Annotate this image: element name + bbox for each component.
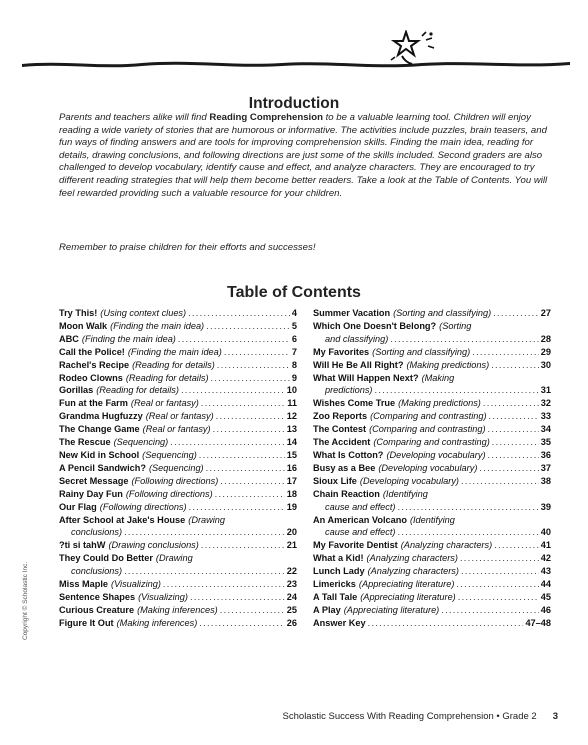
toc-entry-skill: (Following directions) — [131, 475, 219, 486]
toc-entry — [313, 539, 551, 552]
toc-entry — [59, 436, 297, 449]
toc-entry — [313, 552, 551, 565]
toc-entry-page: 46 — [540, 604, 551, 615]
toc-entry-page: 40 — [540, 527, 551, 538]
toc-entry — [59, 475, 297, 488]
toc-entry-page: 47–48 — [525, 617, 551, 628]
toc-entry — [313, 617, 551, 630]
toc-entry-skill: (Reading for details) — [132, 359, 215, 370]
toc-entry-page: 10 — [286, 385, 297, 396]
toc-entry-skill: (Following directions) — [125, 488, 213, 499]
toc-entry-page: 35 — [540, 437, 551, 448]
toc-entry-title: Miss Maple — [59, 579, 109, 590]
toc-entry-continuation — [59, 565, 297, 578]
toc-entry — [313, 320, 551, 346]
dot-leader — [199, 617, 284, 630]
toc-entry-title: ABC — [59, 333, 79, 344]
toc-entry-line — [313, 617, 551, 630]
toc-entry-title: New Kid in School — [59, 449, 140, 460]
toc-entry-skill-continued: cause and effect) — [325, 501, 396, 512]
toc-entry-page: 11 — [287, 398, 297, 409]
toc-entry — [59, 397, 297, 410]
introduction-heading: Introduction — [248, 95, 340, 112]
toc-entry-title: The Rescue — [59, 437, 111, 448]
toc-entry-skill: (Appreciating literature) — [358, 579, 455, 590]
toc-entry-page: 15 — [286, 449, 297, 460]
toc-entry-title: Moon Walk — [59, 320, 108, 331]
toc-entry — [59, 591, 297, 604]
toc-entry — [313, 462, 551, 475]
toc-entry-skill: (Drawing — [188, 514, 226, 525]
toc-entry-continuation — [313, 501, 551, 514]
toc-entry — [59, 539, 297, 552]
toc-entry-title: Our Flag — [59, 501, 97, 512]
dot-leader — [368, 617, 524, 630]
toc-entry-skill: (Appreciating literature) — [343, 604, 440, 615]
toc-entry-title: Secret Message — [59, 475, 129, 486]
dot-leader — [461, 565, 539, 578]
toc-entry — [59, 462, 297, 475]
toc-entry-line — [59, 552, 297, 565]
copyright-notice: Copyright © Scholastic Inc. — [22, 561, 29, 640]
toc-entry-line — [59, 307, 297, 320]
toc-entry-title: Chain Reaction — [313, 488, 380, 499]
toc-entry-line — [59, 514, 297, 527]
toc-entry-page: 36 — [540, 449, 551, 460]
dot-leader — [199, 449, 285, 462]
book-title: Reading Comprehension — [209, 112, 323, 123]
toc-entry — [313, 578, 551, 591]
toc-entry-page: 33 — [540, 411, 551, 422]
toc-entry-page: 32 — [540, 398, 551, 409]
toc-entry-page: 37 — [540, 462, 551, 473]
toc-entry-page: 34 — [540, 424, 551, 435]
dot-leader — [181, 384, 285, 397]
dot-leader — [494, 539, 539, 552]
toc-entry-skill: (Sequencing) — [148, 462, 204, 473]
toc-entry — [59, 552, 297, 578]
toc-entry — [313, 307, 551, 320]
toc-entry-line — [313, 514, 551, 527]
toc-entry-page: 39 — [540, 501, 551, 512]
toc-entry — [313, 449, 551, 462]
toc-entry-title: Sentence Shapes — [59, 591, 136, 602]
toc-entry-line — [313, 565, 551, 578]
toc-entry-title: Rodeo Clowns — [59, 372, 123, 383]
toc-left-column — [59, 307, 297, 630]
dot-leader — [201, 539, 285, 552]
toc-entry-title: Lunch Lady — [313, 566, 365, 577]
reminder-text: Remember to praise children for their efforts and successes! — [59, 242, 316, 253]
toc-entry-skill: (Real or fantasy) — [130, 398, 199, 409]
toc-entry-line — [313, 578, 551, 591]
footer-book-title: Scholastic Success With Reading Comprehension • Grade 2 — [282, 711, 537, 722]
toc-entry-title: After School at Jake's House — [59, 514, 186, 525]
toc-entry-line — [59, 346, 297, 359]
toc-entry-line — [59, 372, 297, 385]
toc-entry-line — [313, 359, 551, 372]
toc-entry-page: 9 — [291, 372, 297, 383]
dot-leader — [472, 346, 539, 359]
toc-entry — [313, 397, 551, 410]
toc-entry — [59, 449, 297, 462]
toc-entry — [313, 565, 551, 578]
toc-entry-line — [313, 372, 551, 385]
toc-entry-title: Busy as a Bee — [313, 462, 376, 473]
toc-entry-line — [313, 423, 551, 436]
toc-entry — [313, 359, 551, 372]
toc-entry-page: 7 — [291, 346, 297, 357]
dot-leader — [170, 436, 285, 449]
toc-entry-line — [313, 346, 551, 359]
toc-entry-title: The Contest — [313, 424, 367, 435]
toc-entry-title: Rainy Day Fun — [59, 488, 123, 499]
dot-leader — [479, 462, 538, 475]
toc-entry-title: Summer Vacation — [313, 308, 391, 318]
toc-entry-page: 14 — [286, 437, 297, 448]
toc-entry-page: 43 — [540, 566, 551, 577]
dot-leader — [458, 591, 539, 604]
dot-leader — [375, 384, 539, 397]
toc-entry-continuation — [59, 526, 297, 539]
toc-entry-line — [59, 423, 297, 436]
toc-entry-page: 30 — [540, 359, 551, 370]
dot-leader — [178, 333, 290, 346]
toc-entry-line — [313, 475, 551, 488]
toc-entry — [59, 372, 297, 385]
toc-entry-page: 23 — [286, 579, 297, 590]
toc-entry-line — [313, 604, 551, 617]
toc-entry — [59, 384, 297, 397]
toc-entry-skill: (Drawing — [155, 553, 193, 564]
toc-entry-line — [313, 591, 551, 604]
table-of-contents-heading: Table of Contents — [227, 284, 361, 301]
toc-entry-continuation — [313, 384, 551, 397]
toc-entry-title: Sioux Life — [313, 475, 357, 486]
toc-right-column — [313, 307, 551, 630]
toc-entry — [313, 423, 551, 436]
dot-leader — [397, 526, 538, 539]
toc-entry-title: They Could Do Better — [59, 553, 153, 564]
toc-entry-title: What Is Cotton? — [313, 449, 384, 460]
toc-entry-skill: (Drawing conclusions) — [108, 540, 199, 551]
toc-entry-title: ?ti si tahW — [59, 540, 106, 551]
toc-entry-line — [59, 320, 297, 333]
toc-entry — [313, 488, 551, 514]
toc-entry-skill: (Reading for details) — [125, 372, 209, 383]
toc-entry — [313, 591, 551, 604]
toc-entry-line — [59, 488, 297, 501]
toc-entry-skill: (Developing vocabulary) — [386, 449, 486, 460]
toc-entry — [59, 501, 297, 514]
toc-entry — [313, 514, 551, 540]
decorative-wavy-line — [22, 54, 570, 72]
dot-leader — [483, 397, 539, 410]
dot-leader — [489, 410, 539, 423]
shooting-star-icon — [388, 30, 438, 66]
toc-entry-skill-continued: predictions) — [325, 385, 373, 396]
introduction-paragraph — [59, 112, 551, 200]
toc-entry-skill: (Making — [421, 372, 455, 383]
toc-entry-page: 25 — [286, 604, 297, 615]
toc-entry — [59, 604, 297, 617]
toc-entry-page: 45 — [540, 591, 551, 602]
dot-leader — [492, 436, 539, 449]
toc-entry-skill: (Appreciating literature) — [360, 591, 456, 602]
toc-entry-page: 12 — [286, 411, 297, 422]
toc-entry-line — [59, 359, 297, 372]
toc-entry-line — [313, 488, 551, 501]
intro-text-start: Parents and teachers alike will find — [59, 112, 210, 123]
toc-entry-page: 26 — [286, 617, 297, 628]
dot-leader — [220, 604, 285, 617]
toc-entry-page: 38 — [540, 475, 551, 486]
dot-leader — [124, 526, 285, 539]
toc-entry-page: 20 — [286, 527, 297, 538]
toc-entry-page: 41 — [540, 540, 551, 551]
toc-entry-line — [59, 410, 297, 423]
dot-leader — [189, 501, 285, 514]
toc-entry-line — [59, 475, 297, 488]
toc-entry-title: Gorillas — [59, 385, 94, 396]
toc-entry-title: A Pencil Sandwich? — [59, 462, 146, 473]
dot-leader — [488, 449, 539, 462]
toc-entry-skill: (Real or fantasy) — [145, 411, 214, 422]
toc-entry-skill: (Finding the main idea) — [81, 333, 176, 344]
dot-leader — [224, 346, 290, 359]
toc-entry-line — [313, 436, 551, 449]
toc-entry-skill: (Identifying — [409, 514, 455, 525]
toc-entry-title: Zoo Reports — [313, 411, 368, 422]
toc-entry — [59, 488, 297, 501]
toc-entry-title: Rachel's Recipe — [59, 359, 130, 370]
dot-leader — [211, 372, 290, 385]
toc-entry-page: 28 — [540, 333, 551, 344]
dot-leader — [390, 333, 538, 346]
toc-entry-title: Call the Police! — [59, 346, 125, 357]
toc-entry-line — [59, 578, 297, 591]
toc-entry — [59, 359, 297, 372]
toc-entry-line — [59, 397, 297, 410]
toc-entry-line — [59, 384, 297, 397]
toc-entry-skill: (Comparing and contrasting) — [369, 424, 486, 435]
toc-entry-continuation — [313, 526, 551, 539]
toc-entry-page: 19 — [286, 501, 297, 512]
dot-leader — [456, 578, 538, 591]
toc-entry-skill: (Making inferences) — [116, 617, 198, 628]
toc-entry-skill-continued: and classifying) — [325, 333, 389, 344]
dot-leader — [124, 565, 285, 578]
toc-entry-page: 27 — [540, 308, 551, 318]
toc-entry — [59, 514, 297, 540]
toc-entry-title: The Change Game — [59, 424, 140, 435]
toc-entry-page: 31 — [540, 385, 551, 396]
toc-entry-line — [59, 436, 297, 449]
toc-entry-skill: (Finding the main idea) — [110, 320, 205, 331]
toc-entry-line — [59, 501, 297, 514]
page-footer — [283, 711, 558, 722]
toc-entry-title: What a Kid! — [313, 553, 364, 564]
toc-entry-skill: (Visualizing) — [111, 579, 161, 590]
toc-entry-line — [59, 333, 297, 346]
toc-entry-skill-continued: conclusions) — [71, 566, 123, 577]
toc-entry-title: A Play — [313, 604, 341, 615]
dot-leader — [461, 475, 539, 488]
dot-leader — [213, 423, 285, 436]
toc-entry-skill: (Developing vocabulary) — [378, 462, 478, 473]
toc-entry-skill: (Following directions) — [99, 501, 187, 512]
toc-entry — [59, 423, 297, 436]
toc-entry-title: The Accident — [313, 437, 371, 448]
toc-entry-line — [313, 410, 551, 423]
toc-entry-title: My Favorites — [313, 346, 370, 357]
toc-entry-page: 22 — [286, 566, 297, 577]
dot-leader — [201, 397, 285, 410]
dot-leader — [491, 359, 539, 372]
toc-entry-skill: (Sorting and classifying) — [372, 346, 471, 357]
dot-leader — [215, 488, 285, 501]
toc-entry-page: 18 — [286, 488, 297, 499]
toc-entry-skill: (Making inferences) — [137, 604, 218, 615]
toc-entry-skill-continued: cause and effect) — [325, 527, 396, 538]
dot-leader — [397, 501, 538, 514]
toc-entry-page: 4 — [291, 308, 297, 318]
toc-entry-line — [313, 539, 551, 552]
toc-entry-page: 6 — [291, 333, 297, 344]
toc-entry-skill: (Visualizing) — [138, 591, 188, 602]
toc-entry-skill: (Reading for details) — [96, 385, 179, 396]
toc-entry-page: 17 — [286, 475, 297, 486]
toc-entry-line — [313, 449, 551, 462]
toc-entry-page: 13 — [286, 424, 297, 435]
toc-entry-line — [313, 320, 551, 333]
toc-entry-skill: (Identifying — [382, 488, 428, 499]
toc-entry — [313, 604, 551, 617]
toc-entry-title: Will He Be All Right? — [313, 359, 404, 370]
toc-entry-skill: (Sequencing) — [113, 437, 169, 448]
dot-leader — [488, 423, 539, 436]
toc-entry-skill: (Analyzing characters) — [366, 553, 458, 564]
toc-entry-title: Figure It Out — [59, 617, 114, 628]
toc-entry-title: Grandma Hugfuzzy — [59, 411, 143, 422]
toc-entry-page: 5 — [291, 320, 297, 331]
toc-entry-page: 44 — [540, 579, 551, 590]
toc-entry-line — [59, 591, 297, 604]
toc-entry-skill: (Comparing and contrasting) — [370, 411, 487, 422]
toc-entry-line — [59, 604, 297, 617]
toc-entry-line — [313, 307, 551, 320]
toc-entry-title: Answer Key — [313, 617, 366, 628]
dot-leader — [190, 591, 285, 604]
toc-entry — [59, 617, 297, 630]
toc-entry-skill-continued: conclusions) — [71, 527, 123, 538]
dot-leader — [460, 552, 539, 565]
toc-entry-line — [313, 462, 551, 475]
toc-entry-title: An American Volcano — [313, 514, 407, 525]
toc-entry-skill: (Sorting — [439, 320, 472, 331]
toc-entry-skill: (Finding the main idea) — [127, 346, 222, 357]
toc-entry-line — [313, 552, 551, 565]
dot-leader — [216, 410, 285, 423]
dot-leader — [217, 359, 290, 372]
toc-entry — [313, 475, 551, 488]
dot-leader — [206, 462, 285, 475]
intro-text-rest: to be a valuable learning tool. Children will enjoy reading a wide variety of stories that are humorous or informative. The activities include puzzles, brain teasers, and fun ways of finding answers and are tools for improving comprehension skills. Finding the main idea, reading for details, drawing conclusions, and following directions are just some of the skills included. Second graders are also challenged to develop vocabulary, identify cause and effect, and analyze characters. They are encouraged to try different reading strategies that will help them become better readers. Take a look at the Table of Contents. You will feel rewarded providing such a valuable resource for your children. — [59, 112, 548, 199]
toc-entry-skill: (Sorting and classifying) — [393, 308, 492, 318]
toc-entry — [313, 346, 551, 359]
toc-entry — [59, 578, 297, 591]
toc-entry-page: 29 — [540, 346, 551, 357]
toc-entry — [59, 320, 297, 333]
toc-entry-skill: (Analyzing characters) — [400, 540, 493, 551]
toc-entry-page: 24 — [286, 591, 297, 602]
toc-entry-title: Fun at the Farm — [59, 398, 128, 409]
toc-entry — [59, 410, 297, 423]
toc-entry-skill: (Making predictions) — [406, 359, 490, 370]
toc-entry-line — [313, 397, 551, 410]
dot-leader — [163, 578, 285, 591]
toc-entry — [59, 307, 297, 320]
dot-leader — [220, 475, 284, 488]
toc-entry-line — [59, 617, 297, 630]
page-number: 3 — [552, 711, 558, 722]
toc-entry-skill: (Using context clues) — [100, 308, 187, 318]
toc-entry-skill: (Developing vocabulary) — [359, 475, 459, 486]
toc-entry-page: 21 — [286, 540, 297, 551]
toc-entry-line — [59, 539, 297, 552]
toc-entry-title: What Will Happen Next? — [313, 372, 419, 383]
toc-entry-title: Wishes Come True — [313, 398, 396, 409]
toc-entry-skill: (Analyzing characters) — [367, 566, 459, 577]
toc-entry — [313, 372, 551, 398]
toc-entry-skill: (Comparing and contrasting) — [373, 437, 490, 448]
toc-entry-continuation — [313, 333, 551, 346]
dot-leader — [493, 307, 539, 320]
toc-entry — [313, 436, 551, 449]
toc-entry — [59, 346, 297, 359]
toc-entry-line — [59, 462, 297, 475]
toc-entry-line — [59, 449, 297, 462]
toc-entry — [313, 410, 551, 423]
toc-entry-title: Try This! — [59, 308, 98, 318]
toc-entry-title: Limericks — [313, 579, 356, 590]
toc-entry-title: Curious Creature — [59, 604, 135, 615]
toc-entry-skill: (Sequencing) — [142, 449, 197, 460]
toc-entry-page: 8 — [291, 359, 297, 370]
toc-entry-page: 42 — [540, 553, 551, 564]
dot-leader — [206, 320, 290, 333]
dot-leader — [188, 307, 290, 320]
toc-entry — [59, 333, 297, 346]
toc-entry-page: 16 — [286, 462, 297, 473]
toc-entry-skill: (Making predictions) — [398, 398, 481, 409]
toc-entry-title: My Favorite Dentist — [313, 540, 398, 551]
dot-leader — [441, 604, 539, 617]
toc-entry-title: A Tall Tale — [313, 591, 358, 602]
toc-entry-title: Which One Doesn't Belong? — [313, 320, 437, 331]
toc-entry-skill: (Real or fantasy) — [142, 424, 211, 435]
